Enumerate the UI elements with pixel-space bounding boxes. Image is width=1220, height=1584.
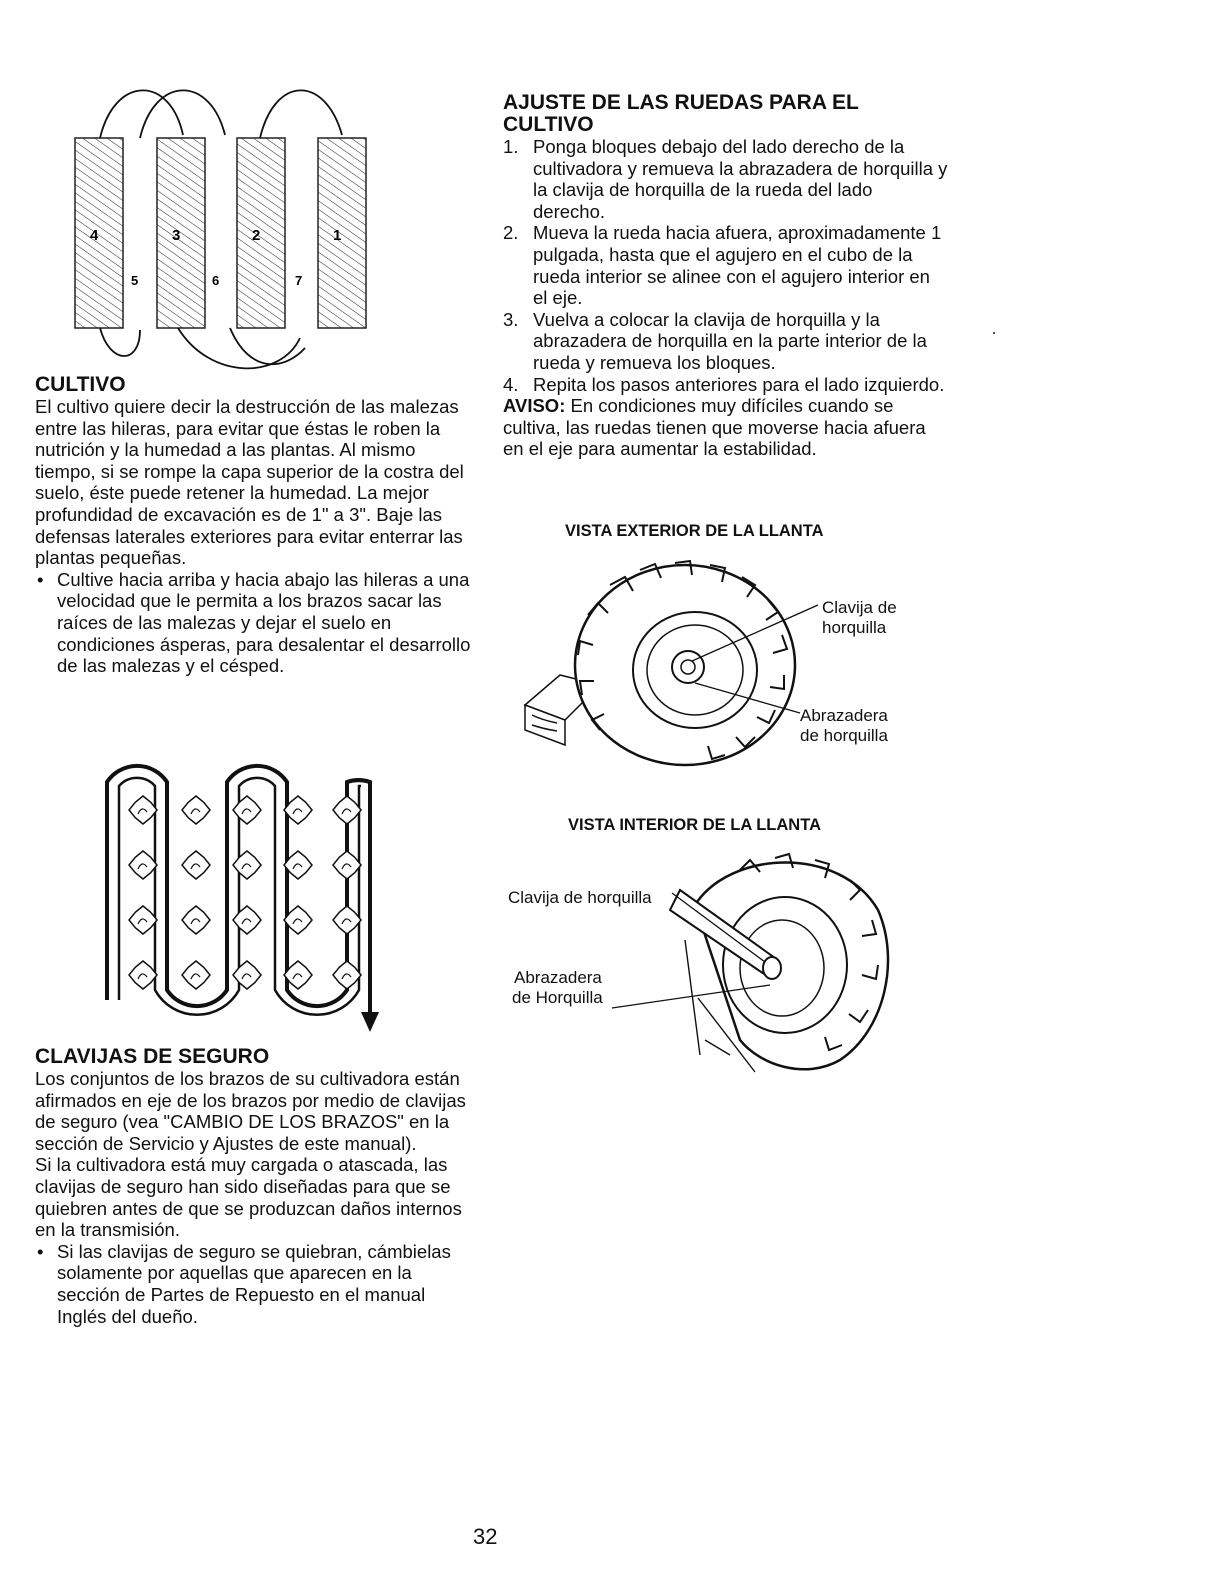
step-number: 1. [503, 136, 519, 157]
ajuste-heading: AJUSTE DE LAS RUEDAS PARA EL CULTIVO [503, 91, 859, 136]
callout-line: de Horquilla [512, 988, 603, 1007]
interior-wheel-svg [610, 850, 900, 1080]
plant-icon [333, 796, 361, 824]
plant-icon [182, 851, 210, 879]
plant-icon [233, 961, 261, 989]
strip-label: 3 [172, 227, 181, 244]
serpentine-diagram [95, 740, 395, 1035]
exterior-callout-abrazadera [800, 706, 888, 746]
step-item [503, 222, 948, 308]
notice-label: AVISO: [503, 395, 566, 417]
row-diagram-svg [60, 80, 380, 360]
ajuste-steps [503, 136, 948, 395]
step-number: 3. [503, 308, 519, 330]
exterior-callout-clavija [822, 598, 897, 638]
strip-3 [157, 138, 205, 328]
page-number: 32 [473, 1524, 498, 1549]
strip-label: 1 [333, 227, 342, 244]
ajuste-section [503, 92, 948, 460]
clavijas-section [35, 1046, 475, 1327]
strip-2 [237, 138, 285, 328]
callout-line: horquilla [822, 618, 887, 637]
strip-1 [318, 138, 366, 328]
gap-label: 7 [295, 273, 303, 288]
step-item [503, 374, 948, 396]
arrow-arc [260, 90, 342, 138]
gap-label: 5 [131, 273, 139, 288]
arrow-head [361, 1012, 379, 1032]
step-number: 2. [503, 222, 519, 244]
step-text: Ponga bloques debajo del lado derecho de la cultivadora y remueva la abrazadera de horquilla y la clavija de horquilla de la rueda del lado derecho. [533, 136, 948, 222]
bullet-symbol: • [37, 1240, 44, 1262]
gap-label: 6 [212, 273, 220, 288]
plant-icon [333, 906, 361, 934]
arrow-arc [100, 328, 140, 356]
clavijas-bullet-text: Si las clavijas de seguro se quiebran, cámbielas solamente por aquellas que aparecen en la sección de Partes de Repuesto en el manual Inglés del dueño. [57, 1240, 451, 1327]
plant-icon [333, 851, 361, 879]
plant-icon [129, 906, 157, 934]
plant-grid [129, 796, 361, 989]
callout-line: Abrazadera [514, 968, 602, 987]
arrow-arc [230, 328, 305, 364]
row-diagram [60, 80, 380, 360]
plant-icon [182, 796, 210, 824]
plant-icon [233, 796, 261, 824]
plant-icon [182, 906, 210, 934]
scan-speck [993, 332, 995, 334]
wheel-rim [723, 897, 847, 1033]
clavijas-paragraph-1: Los conjuntos de los brazos de su cultivadora están afirmados en eje de los brazos por medio de clavijas de seguro (vea "CAMBIO DE LOS BRAZOS" en la sección de Servicio y Ajustes de este manual). [35, 1068, 466, 1154]
plant-icon [233, 851, 261, 879]
plant-icon [129, 796, 157, 824]
exterior-wheel-svg [520, 555, 820, 770]
cultivo-section [35, 374, 475, 677]
interior-callout-clavija: Clavija de horquilla [508, 888, 652, 907]
cultivo-bullet-text: Cultive hacia arriba y hacia abajo las hileras a una velocidad que le permita a los brazos sacar las raíces de las malezas y dejar el suelo en condiciones ásperas, para desalentar el desarrollo de las malezas y el césped. [57, 568, 471, 677]
strip-label: 4 [90, 227, 99, 244]
strip-label: 2 [252, 227, 261, 244]
serpentine-svg [95, 740, 395, 1035]
interior-callout-abrazadera [514, 968, 603, 1008]
exterior-wheel-illustration [520, 555, 820, 770]
interior-caption: VISTA INTERIOR DE LA LLANTA [568, 816, 821, 834]
notice-paragraph [503, 395, 948, 460]
step-text: Mueva la rueda hacia afuera, aproximadamente 1 pulgada, hasta que el agujero en el cubo de la rueda interior se alinee con el agujero interior en el eje. [533, 222, 942, 309]
callout-line: Clavija de [822, 598, 897, 617]
step-text: Vuelva a colocar la clavija de horquilla y la abrazadera de horquilla en la parte interior de la rueda y remueva los bloques. [533, 308, 927, 373]
cultivo-paragraph: El cultivo quiere decir la destrucción de las malezas entre las hileras, para evitar que éstas le roben la nutrición y la humedad a las plantas. Al mismo tiempo, si se rompe la capa superior de la costra del suelo, éste puede retener la humedad. La mejor profundidad de excavación es de 1" a 3". Baje las defensas laterales exteriores para evitar enterrar las plantas pequeñas. [35, 396, 464, 569]
interior-wheel-illustration [610, 850, 900, 1080]
cultivo-bullet-item [35, 569, 475, 677]
plant-icon [233, 906, 261, 934]
step-item [503, 309, 948, 374]
callout-line: Abrazadera [800, 706, 888, 725]
plant-icon [333, 961, 361, 989]
cultivo-heading: CULTIVO [35, 373, 126, 396]
exterior-caption: VISTA EXTERIOR DE LA LLANTA [565, 522, 824, 540]
plant-icon [182, 961, 210, 989]
callout-line: de horquilla [800, 726, 888, 745]
clavijas-paragraph-2: Si la cultivadora está muy cargada o atascada, las clavijas de seguro han sido diseñadas para que se quiebren antes de que se produzcan daños internos en la transmisión. [35, 1154, 462, 1241]
step-number: 4. [503, 373, 519, 395]
notice-text: En condiciones muy difíciles cuando se cultiva, las ruedas tienen que moverse hacia afuera en el eje para aumentar la estabilidad. [503, 395, 926, 460]
bullet-symbol: • [37, 568, 44, 590]
step-text: Repita los pasos anteriores para el lado izquierdo. [533, 373, 945, 395]
plant-icon [129, 961, 157, 989]
plant-icon [129, 851, 157, 879]
strip-4 [75, 138, 123, 328]
frame-line [705, 1040, 730, 1055]
clavijas-bullet-item [35, 1241, 475, 1327]
step-item [503, 136, 948, 222]
clavijas-heading: CLAVIJAS DE SEGURO [35, 1045, 270, 1068]
